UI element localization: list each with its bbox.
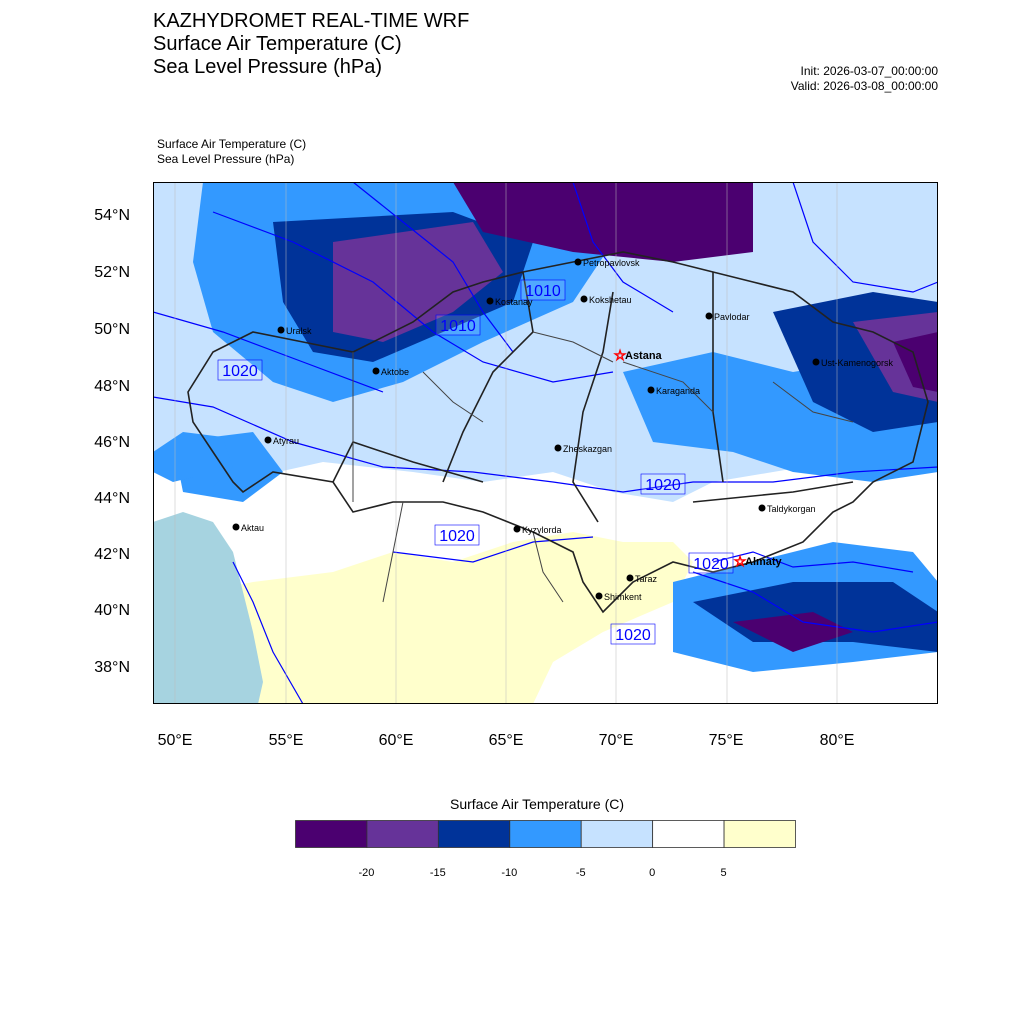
longitude-label: 65°E <box>488 732 524 749</box>
isobar-label: 1010 <box>525 283 561 300</box>
isobar-label: 1020 <box>222 363 258 380</box>
colorbar-swatch <box>510 821 581 848</box>
capital-star-marker: ☆ <box>733 553 747 569</box>
latitude-label: 40°N <box>94 602 130 619</box>
colorbar-swatch <box>438 821 509 848</box>
title-pressure: Sea Level Pressure (hPa) <box>153 56 383 78</box>
city-dot-marker <box>627 575 634 582</box>
colorbar <box>295 820 796 848</box>
city-dot-marker <box>265 437 272 444</box>
city-dot-marker <box>278 327 285 334</box>
latitude-label: 38°N <box>94 659 130 676</box>
city-label: Zheskazgan <box>563 444 613 454</box>
longitude-label: 60°E <box>378 732 414 749</box>
longitude-label: 80°E <box>819 732 855 749</box>
city-label: Kokshetau <box>589 295 632 305</box>
latitude-label: 50°N <box>94 321 130 338</box>
title-temperature: Surface Air Temperature (C) <box>153 33 402 55</box>
city-dot-marker <box>706 313 713 320</box>
city-label: Taldykorgan <box>767 504 816 514</box>
city-dot-marker <box>233 524 240 531</box>
city-label: Kyzylorda <box>522 525 562 535</box>
isobar-label: 1010 <box>440 318 476 335</box>
city-label: Petropavlovsk <box>583 258 640 268</box>
colorbar-swatch <box>296 821 367 848</box>
main-title: KAZHYDROMET REAL-TIME WRF <box>153 10 470 32</box>
city-dot-marker <box>575 259 582 266</box>
colorbar-tick-label: -5 <box>575 867 586 879</box>
city-dot-marker <box>487 298 494 305</box>
colorbar-tick-label: 0 <box>649 867 656 879</box>
isobar-label: 1020 <box>615 627 651 644</box>
city-label: Uralsk <box>286 326 312 336</box>
colorbar-swatch <box>367 821 438 848</box>
colorbar-tick-label: 5 <box>720 867 727 879</box>
valid-time: Valid: 2026-03-08_00:00:00 <box>790 79 938 93</box>
city-label: Astana <box>625 350 662 362</box>
latitude-label: 54°N <box>94 207 130 224</box>
longitude-label: 55°E <box>268 732 304 749</box>
latitude-label: 42°N <box>94 546 130 563</box>
city-dot-marker <box>759 505 766 512</box>
latitude-label: 48°N <box>94 378 130 395</box>
city-label: Aktobe <box>381 367 410 377</box>
city-label: Atyrau <box>273 436 300 446</box>
city-label: Taraz <box>635 574 658 584</box>
isobar-label: 1020 <box>439 528 475 545</box>
colorbar-tick-label: -10 <box>501 867 518 879</box>
longitude-label: 50°E <box>157 732 193 749</box>
city-label: Aktau <box>241 523 265 533</box>
city-label: Almaty <box>745 556 782 568</box>
city-label: Kostanay <box>495 297 533 307</box>
city-dot-marker <box>813 359 820 366</box>
city-dot-marker <box>514 526 521 533</box>
latitude-label: 46°N <box>94 434 130 451</box>
city-label: Pavlodar <box>714 312 750 322</box>
city-dot-marker <box>555 445 562 452</box>
subtitle-pressure: Sea Level Pressure (hPa) <box>157 152 295 166</box>
longitude-label: 75°E <box>708 732 744 749</box>
city-dot-marker <box>373 368 380 375</box>
colorbar-swatch <box>724 821 795 848</box>
city-label: Ust-Kamenogorsk <box>821 358 894 368</box>
city-dot-marker <box>596 593 603 600</box>
isobar-label: 1020 <box>645 477 681 494</box>
longitude-label: 70°E <box>598 732 634 749</box>
city-dot-marker <box>581 296 588 303</box>
colorbar-swatch <box>581 821 652 848</box>
city-label: Karaganda <box>656 386 701 396</box>
latitude-label: 52°N <box>94 264 130 281</box>
latitude-label: 44°N <box>94 490 130 507</box>
capital-star-marker: ☆ <box>613 347 627 363</box>
isobar-label: 1020 <box>693 556 729 573</box>
subtitle-temperature: Surface Air Temperature (C) <box>157 137 307 151</box>
city-label: Shimkent <box>604 592 642 602</box>
map-panel <box>153 182 938 704</box>
init-time: Init: 2026-03-07_00:00:00 <box>800 64 938 78</box>
colorbar-tick-label: -15 <box>429 867 446 879</box>
colorbar-swatch <box>653 821 724 848</box>
colorbar-title: Surface Air Temperature (C) <box>450 796 625 812</box>
colorbar-tick-label: -20 <box>358 867 375 879</box>
city-dot-marker <box>648 387 655 394</box>
